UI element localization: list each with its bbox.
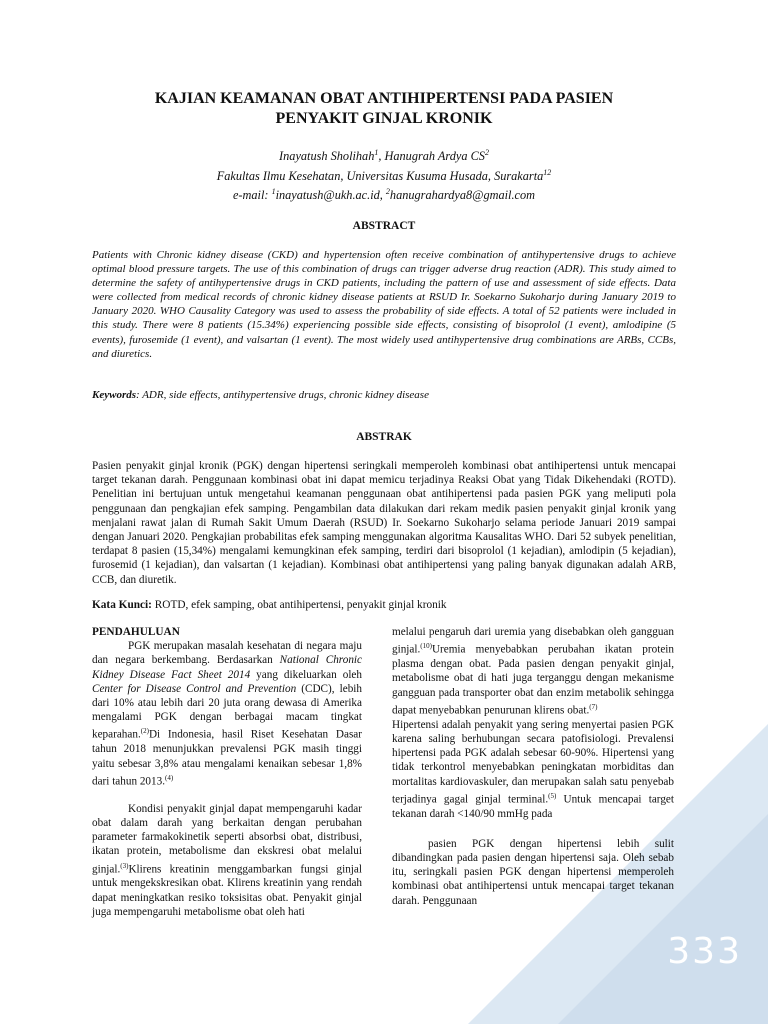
kata-kunci-text: ROTD, efek samping, obat antihipertensi, penyakit ginjal kronik	[151, 599, 447, 611]
right-paragraph-1: melalui pengaruh dari uremia yang disebabkan oleh gangguan ginjal.$^{(10)}$Uremia menyebabkan perubahan ikatan protein plasma dengan obat. Pada pasien dengan penyakit ginjal, metabolisme obat di hati juga terganggu dengan mekanisme gangguan pada transporter obat dan enzim metabolik sehingga dapat menyebabkan penurunan klirens obat.$^{(7)}$	[392, 626, 674, 717]
citation: (10)	[420, 642, 432, 651]
citation: (2)	[140, 727, 149, 736]
citation: (4)	[165, 773, 174, 782]
author-block	[90, 145, 678, 204]
right-paragraph-2: Hipertensi adalah penyakit yang sering menyertai pasien PGK karena saling berhubungan secara patofisiologi. Prevalensi hipertensi pada PGK adalah sebesar 60-90%. Hipertensi yang tidak terkontrol menyebabkan peningkatan morbiditas dan mortalitas kardiovaskuler, dan merupakan salah satu penyebab terjadinya gagal ginjal terminal.$^{(5)}$ Untuk mencapai target tekanan darah <140/90 mmHg pada	[392, 718, 674, 820]
keywords-label: Keywords	[92, 389, 136, 401]
right-column	[392, 625, 674, 908]
right-paragraph-3: pasien PGK dengan hipertensi lebih sulit dibandingkan pada pasien dengan hipertensi saja. Oleh sebab itu, seringkali pasien PGK dengan hipertensi memperoleh kombinasi obat antihipertensi untuk mencapai target tekanan darah. Penggunaan	[392, 837, 674, 907]
email-2[interactable]: hanugrahardya8@gmail.com	[389, 188, 536, 203]
email-line: e-mail: $^1$inayatush@ukh.ac.id, $^2$hanugrahardya8@gmail.com	[232, 187, 536, 203]
email-1[interactable]: inayatush@ukh.ac.id,	[275, 188, 386, 203]
page-number: 333	[667, 931, 742, 972]
abstrak-heading: ABSTRAK	[356, 431, 412, 443]
keywords-line	[92, 388, 676, 402]
citation: (7)	[589, 702, 598, 711]
title-line-2: PENYAKIT GINJAL KRONIK	[275, 110, 493, 127]
author-names: Inayatush Sholihah$^1$, Hanugrah Ardya $CS^2$	[279, 148, 489, 164]
section-heading-pendahuluan: PENDAHULUAN	[92, 626, 180, 638]
kata-kunci-label: Kata Kunci:	[92, 599, 152, 611]
author-2: Hanugrah Ardya CS	[384, 149, 485, 164]
abstrak-text: Pasien penyakit ginjal kronik (PGK) dengan hipertensi seringkali memperoleh kombinasi obat antihipertensi untuk mencapai target tekanan darah. Penggunaan kombinasi obat ini dapat memicu terjadinya Reaksi Obat yang Tidak Dikehendaki (ROTD). Penelitian ini bertujuan untuk mengetahui keamanan penggunaan obat antihipertensi pada pasien PGK yang meliputi pola penggunaan dan pengkajian efek samping. Pengambilan data dilakukan dari rekam medik pasien penyakit ginjal kronik yang menjalani rawat jalan di Rumah Sakit Umum Daerah (RSUD) Ir. Soekarno Sukoharjo selama periode Januari 2019 sampai dengan Januari 2020. Pengkajian probabilitas efek samping menggunakan algoritma Kausalitas WHO. Dari 52 subyek penelitian, terdapat 8 pasien (15,34%) mengalami kemungkinan efek samping, terdiri dari bisoprolol (1 kejadian), amlodipin (5 kejadian), furosemid (1 kejadian), dan valsartan (1 kejadian). Kombinasi obat antihipertensi yang paling banyak digunakan adalah ARB, CCB, dan diuretik.	[92, 460, 676, 586]
title-line-1: KAJIAN KEAMANAN OBAT ANTIHIPERTENSI PADA PASIEN	[154, 90, 614, 107]
left-column	[92, 625, 362, 919]
paper-title	[90, 89, 678, 129]
keywords-text: : ADR, side effects, antihypertensive drugs, chronic kidney disease	[136, 389, 429, 401]
abstract-heading: ABSTRACT	[352, 220, 416, 232]
kata-kunci-line	[92, 598, 676, 612]
author-1: Inayatush Sholihah	[279, 149, 375, 164]
abstract-text: Patients with Chronic kidney disease (CKD) and hypertension often receive combination of antihypertensive drugs to achieve optimal blood pressure targets. The use of this combination of drugs can trigger adverse drug reaction (ADR). This study aimed to determine the safety of antihypertensive drugs in CKD patients, including the pattern of use and assessment of side effects. Data were collected from medical records of chronic kidney disease patients at RSUD Ir. Soekarno Sukoharjo during January 2019 to January 2020. WHO Causality Category was used to assess the probability of side effects. A total of 52 patients were included in this study. There were 8 patients (15.34%) experiencing possible side effects, consisting of bisoprolol (1 event), amlodipine (5 events), furosemide (1 event), and valsartan (1 event). The most widely used antihypertensive drug combinations are ARBs, CCBs, and diuretics.	[92, 249, 676, 360]
citation: (5)	[548, 791, 557, 800]
left-paragraph-1: PGK merupakan masalah kesehatan di negara maju dan negara berkembang. Berdasarkan National Chronic Kidney Disease Fact Sheet 2014 yang dikeluarkan oleh Center for Disease Control and Prevention (CDC), lebih dari 10% atau lebih dari 20 juta orang dewasa di Amerika mengalami PGK dengan berbagai macam tingkat keparahan.$^{(2)}$Di Indonesia, hasil Riset Kesehatan Dasar tahun 2018 menunjukkan prevalensi PGK masih tinggi yaitu sebesar 3,8% atau mengalami kenaikan sebesar 1,8% dari tahun 2013.$^{(4)}$	[92, 640, 362, 788]
citation: (3)	[120, 861, 129, 870]
affiliation: Fakultas Ilmu Kesehatan, Universitas Kusuma Husada, Surakarta$^{12}$	[216, 167, 552, 183]
left-paragraph-2: Kondisi penyakit ginjal dapat mempengaruhi kadar obat dalam darah yang berkaitan dengan perubahan parameter farmakokinetik seperti absorbsi obat, distribusi, ikatan protein, metabolisme dan ekskresi obat melalui ginjal.$^{(3)}$Klirens kreatinin menggambarkan fungsi ginjal untuk mengekskresikan obat. Klirens kreatinin yang rendah dapat meningkatkan resiko toksisitas obat. Penyakit ginjal juga mempengaruhi metabolisme obat oleh hati	[92, 802, 362, 918]
